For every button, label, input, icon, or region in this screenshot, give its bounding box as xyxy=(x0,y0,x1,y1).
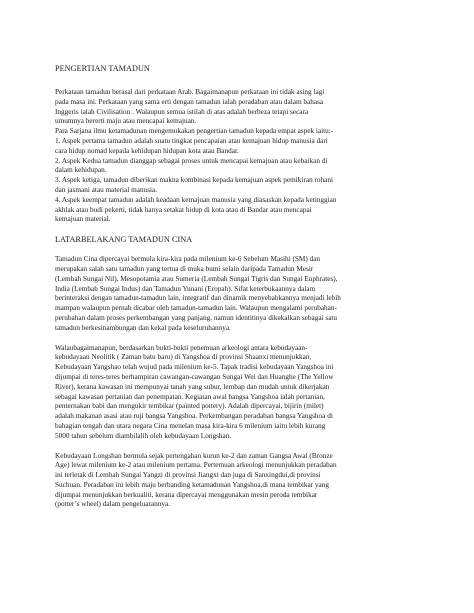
text-line: kebudayaan Neolitik ( Zaman batu baru) di Yangshoa di provinsi Shaanxi menunjukkan, xyxy=(55,353,312,362)
text-line: ini terletak di Lembah Sungai Yangzi di provinsi Jiangxi dan juga di Sanxingdui,di provinsi xyxy=(55,471,321,480)
text-line: 4. Aspek keempat tamadun adalah keadaan kemajuan manusia yang diasaskan kepada ketinggian xyxy=(55,195,337,204)
text-line: adalah makanan asasi atau ruji bangsa Yangshoa. Perkembangan peradaban bangsa Yangshoa di xyxy=(55,412,333,421)
paragraph-latarbelakang-2 xyxy=(55,344,427,442)
text-line: Suchuan. Peradaban ini lebih maju berbanding ketamadunan Yangshoa,di mana tembikar yang xyxy=(55,480,330,489)
text-line: dijumpai di teres-teres berhampiran cawangan-cawangan Sungai Wei dan Huanghe (The Yellow xyxy=(55,372,334,381)
text-line: tamadun berkesinambungan dan kekal pada keseluruhannya. xyxy=(55,323,231,332)
text-line: perubahan dalam proses perkembangan yang panjang, namun identitinya dikekalkan sebagai satu xyxy=(55,313,338,322)
text-line: cara hidup nomad kepada kehidupan hidupan kota atau Bandar. xyxy=(55,146,239,155)
text-line: Para Sarjana ilmu ketamadunan mengemukakan pengertian tamadun kepada empat aspek iaitu:- xyxy=(55,127,334,136)
text-line: sebagai kawasan pertanian dan penempatan. Kegiatan awal bangsa Yangshoa ialah pertanian, xyxy=(55,392,325,401)
text-line: kemajuan material. xyxy=(55,215,111,224)
text-line: Age) lewat milenium ke-2 atau milenium pertama. Pertemuan arkeologi menunjukkan peradaban xyxy=(55,461,337,470)
text-line: dan jasmani atau material manusia. xyxy=(55,185,158,194)
text-line: akhlak atau budi pekerti, tidak hanya setakat hidup di kota atau di Bandar atau mencapai xyxy=(55,205,312,214)
text-line: 3. Aspek ketiga, tamadun diberikan makna kombinasi kepada kemajuan aspek pemikiran rohani xyxy=(55,176,334,185)
text-line: Perkataan tamadun berasal dari perkataan Arab. Bagaimanapun perkataan ini tidak asing lagi xyxy=(55,88,325,96)
text-line: dalam kehidupan. xyxy=(55,166,107,175)
section-heading-latarbelakang: LATARBELAKANG TAMADUN CINA xyxy=(55,235,193,245)
paragraph-latarbelakang-3 xyxy=(55,452,427,511)
text-line: merupakan salah satu tamadun yang tertua di muka bumi selain daripada Tamadun Mesir xyxy=(55,264,314,273)
text-line: pada masa ini. Perkataan yang sama erti dengan tamadun ialah peradaban atau dalam bahasa xyxy=(55,97,324,106)
text-line: Walaubagaimanapun, berdasarkan bukti-bukti penemuan arkeologi antara kebudayaan- xyxy=(55,343,308,352)
text-line: bahagian tengah dan utara negara Cina menelan masa kira-kira 6 milenium iaitu lebih kurang xyxy=(55,421,326,430)
document-page xyxy=(55,64,427,510)
text-line: Kebudayaan Yangshao telah wujud pada milenium ke-5. Tapak tradisi kebudayaan Yangshoa ini xyxy=(55,363,334,372)
text-line: mampan walaupun pernah dicabar oleh tamadun-tamadun lain. Walaupun mengalami perubahan- xyxy=(55,304,337,313)
text-line: (Lembah Sungai Nil), Mesopotamia atau Sumeria (Lembah Sungai Tigris dan Sungai Euphrates), xyxy=(55,274,338,283)
section-heading-pengertian: PENGERTIAN TAMADUN xyxy=(55,64,150,73)
text-line: Inggeris ialah Civilisation . Walaupun semua istilah di atas adalah berbeza tetapi secara xyxy=(55,107,309,116)
text-line: 1. Aspek pertama tamadun adalah suatu tingkat pencapaian atau kemajuan hidup manusia dari xyxy=(55,136,328,145)
paragraph-pengertian xyxy=(55,88,427,225)
text-line: 2. Aspek Kedua tamadun dianggap sebagai proses untuk mencapai kemajuan atau kebaikan di xyxy=(55,156,328,165)
text-line: Kebudayaan Longshan bermula sejak pertengahan kurun ke-2 dan zaman Gangsa Awal (Bronze xyxy=(55,451,333,460)
text-line: umumnya bererti maju atau mencapai kemajuan. xyxy=(55,117,197,126)
text-line: berinteraksi dengan tamadun-tamadun lain, integratif dan dinamik menyebabkannya menjadi lebih xyxy=(55,294,341,303)
text-line: dijumpai menunjukkan berkualiti, kerana dipercayai menggunakan mesin peroda tembikar xyxy=(55,490,318,499)
text-line: (potter’s wheel) dalam pengeluarannya. xyxy=(55,500,171,509)
text-line: penternakan babi dan mengukir tembikar (painted pottery). Adalah dipercayai, bijirin (milet) xyxy=(55,402,324,411)
text-line: River), kerana kawasan ini mempunyai tanah yang subur, lembap dan mudah untuk dikerjakan xyxy=(55,382,330,391)
paragraph-latarbelakang-1 xyxy=(55,255,427,333)
text-line: India (Lembah Sungai Indus) dan Tamadun Yunani (Eropah). Sifat keterbukaannya dalam xyxy=(55,284,316,293)
text-line: 5000 tahun sebelum diambilalih oleh kebudayaan Longshan. xyxy=(55,431,232,440)
text-line: Tamadun Cina dipercayai bermula kira-kira pada milenium ke-6 Sebelum Masihi (SM) dan xyxy=(55,255,321,264)
